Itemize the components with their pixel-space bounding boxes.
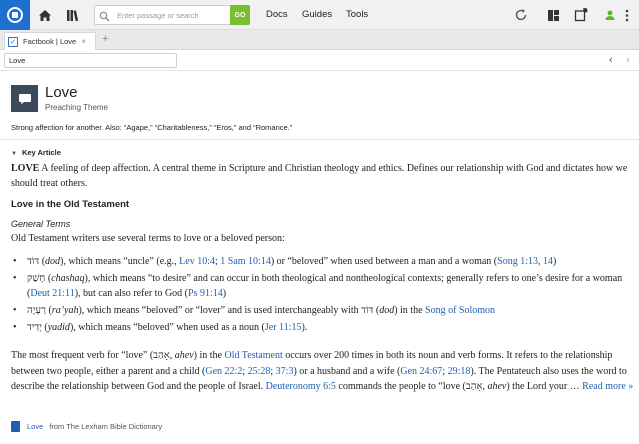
ref-link[interactable]: Gen 24:67 [400, 365, 443, 377]
ref-link[interactable]: Deut 21:11 [30, 288, 75, 299]
ref-link[interactable]: Lev 10:4 [179, 256, 215, 267]
sub-intro: Old Testament writers use several terms to love or a beloved person: [11, 233, 285, 244]
passage-search-input[interactable] [117, 8, 227, 23]
list-item: • דּוֹד (dod), which means “uncle” (e.g., Lev 10:4; 1 Sam 10:14) or “beloved” when used between a man and a woman (Song 1:13, 14) [11, 254, 637, 269]
ref-link[interactable]: 29:18 [447, 365, 471, 377]
add-tab-icon[interactable]: + [102, 33, 109, 45]
ref-link[interactable]: Song 1:13 [497, 256, 538, 267]
page-description: Strong affection for another. Also: “Agape,” “Charitableness,” “Eros,” and “Romance.” [11, 123, 293, 132]
ref-link[interactable]: Gen 22:2 [205, 365, 243, 377]
source-text: from The Lexham Bible Dictionary [49, 422, 163, 431]
checkbox-icon[interactable]: ✓ [8, 37, 18, 47]
article-paragraph: The most frequent verb for “love” (אָהַב, ahev) in the Old Testament occurs over 200 times in both its noun and verb forms. It refers to the relationship between two people, either a parent and a child (Gen 22:2; 25:28; 37:3) or a husband and a wife (Gen 24:67; 29:18). The Pentateuch also uses the word to describe the relationship between God and the people of Israel. Deuteronomy 6:5 commands the people to “love (אָהַב, ahev) the Lord your … Read more » [11, 350, 634, 392]
layouts-icon[interactable] [544, 6, 562, 24]
add-panel-icon[interactable] [572, 6, 590, 24]
home-icon[interactable] [36, 6, 54, 24]
ref-link[interactable]: Old Testament [224, 350, 283, 361]
ref-link[interactable]: Jer 11:15 [264, 322, 302, 333]
ref-link[interactable]: 37:3 [275, 365, 294, 377]
search-icon [99, 9, 110, 27]
forward-arrow-icon[interactable]: › [626, 54, 630, 66]
key-article-heading: Key Article [21, 148, 61, 157]
ref-link[interactable]: Song of Solomon [425, 305, 496, 316]
preaching-theme-icon [11, 85, 38, 112]
menu-guides[interactable]: Guides [302, 9, 333, 20]
ref-link[interactable]: 1 Sam 10:14 [220, 256, 271, 267]
article-source [11, 421, 162, 432]
list-item: • חָשַׁק (chashaq), which means “to desire” and can occur in both theological and nontheological contexts; generally refers to one’s desire for a woman (Deut 21:11), but can also refer to God (Ps 91:14) [11, 271, 637, 301]
factbook-search-input[interactable] [4, 53, 177, 68]
list-item: • רַעְיָה (ra’yah), which means “beloved” or “lover” and is used interchangeably with דּוֹד (dod) in the Song of Solomon [11, 303, 637, 318]
ref-link[interactable]: 25:28 [247, 365, 271, 377]
list-item: • יָדִיד (yadid), which means “beloved” when used as a noun (Jer 11:15). [11, 320, 637, 335]
passage-search [94, 5, 250, 25]
lead-word: LOVE [11, 163, 40, 174]
article-lead [11, 161, 637, 191]
collapse-caret-icon: ▼ [11, 151, 17, 157]
read-more-link[interactable]: Read more » [582, 381, 634, 392]
ref-link[interactable]: 14 [542, 256, 553, 267]
page-title: Love [45, 84, 78, 101]
sync-icon[interactable] [512, 6, 530, 24]
library-icon[interactable] [64, 6, 82, 24]
sub-title: General Terms [11, 219, 71, 229]
page-subtitle: Preaching Theme [45, 103, 108, 112]
tab-factbook-love[interactable] [4, 32, 96, 50]
top-toolbar [0, 0, 639, 30]
divider [0, 139, 639, 140]
back-arrow-icon[interactable]: ‹ [609, 54, 613, 66]
menu-tools[interactable]: Tools [346, 9, 369, 20]
logos-logo-icon[interactable] [0, 0, 30, 30]
user-account-icon[interactable] [601, 6, 619, 24]
tab-bar [0, 30, 639, 50]
section-title: Love in the Old Testament [11, 199, 130, 210]
go-button[interactable]: GO [230, 5, 250, 25]
terms-list [11, 254, 637, 337]
more-options-icon[interactable] [621, 6, 633, 24]
ref-link[interactable]: Ps 91:14 [188, 288, 223, 299]
factbook-toolbar [0, 50, 639, 71]
key-article-toggle[interactable] [11, 148, 61, 157]
book-icon [11, 421, 20, 432]
source-link[interactable]: Love [27, 422, 44, 431]
ref-link[interactable]: Deuteronomy 6:5 [265, 381, 336, 392]
menu-docs[interactable]: Docs [266, 9, 288, 20]
close-tab-icon[interactable]: × [81, 37, 86, 46]
lead-text: A feeling of deep affection. A central theme in Scripture and Christian theology and ethics. Defines our relationship with God and dictates how we should treat others. [11, 163, 628, 189]
tab-label: Factbook | Love [23, 37, 77, 46]
